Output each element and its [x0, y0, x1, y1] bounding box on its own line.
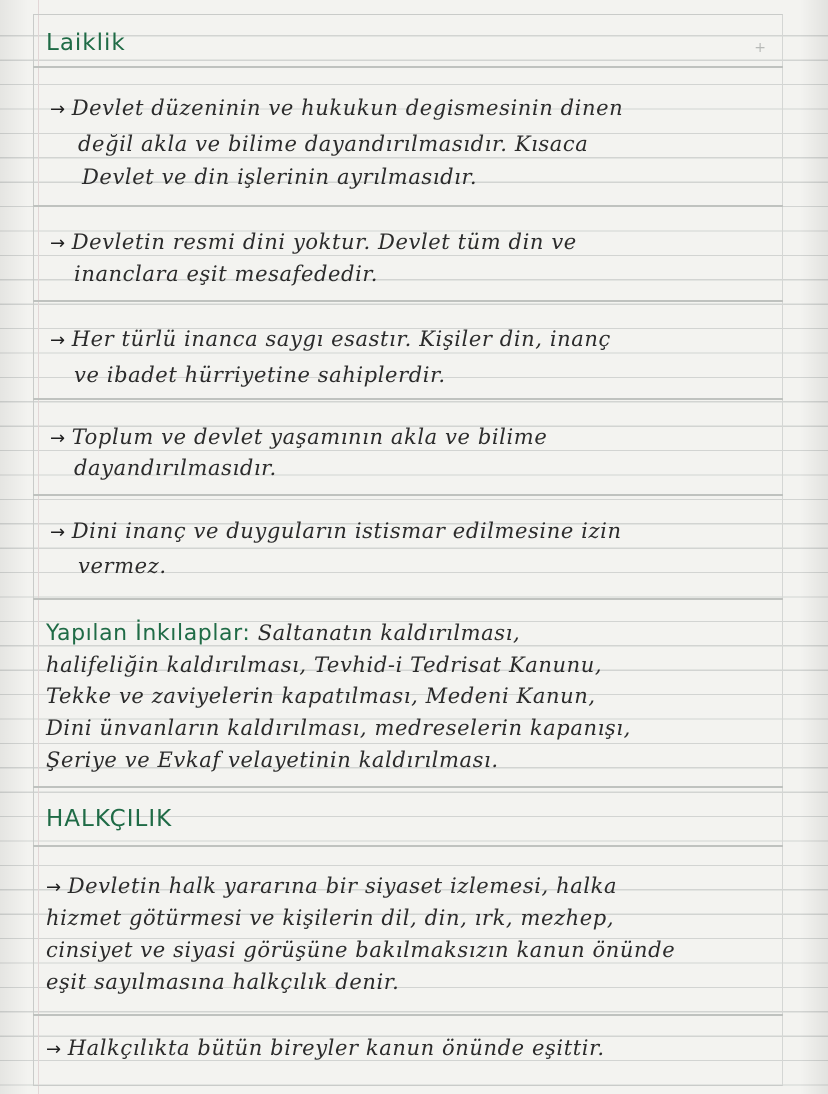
- bullet-line: Devlet ve din işlerinin ayrılmasıdır.: [82, 165, 478, 189]
- arrow-right-icon: →: [50, 522, 66, 543]
- section-divider: [33, 66, 783, 68]
- bullet-line: → Devlet düzeninin ve hukukun degismesinin dinen: [50, 95, 623, 123]
- section-divider: [33, 598, 783, 600]
- bullet-line: dayandırılmasıdır.: [74, 456, 277, 480]
- bullet-line: hizmet götürmesi ve kişilerin dil, din, ırk, mezhep,: [46, 906, 615, 930]
- bullet-line: → Halkçılıkta bütün bireyler kanun önünde eşittir.: [46, 1035, 605, 1063]
- inkilaplar-line: Yapılan İnkılaplar: Saltanatın kaldırılması,: [46, 621, 521, 646]
- bullet-line: → Her türlü inanca saygı esastır. Kişiler din, inanç: [50, 326, 611, 354]
- bullet-line: → Devletin halk yararına bir siyaset izlemesi, halka: [46, 873, 617, 901]
- arrow-right-icon: →: [46, 877, 62, 898]
- section-divider: [33, 205, 783, 207]
- bullet-line: → Devletin resmi dini yoktur. Devlet tüm din ve: [50, 229, 577, 257]
- bullet-line: → Toplum ve devlet yaşamının akla ve bilime: [50, 424, 547, 452]
- bullet-line: ve ibadet hürriyetine sahiplerdir.: [74, 363, 446, 387]
- bullet-line: cinsiyet ve siyasi görüşüne bakılmaksızın kanun önünde: [46, 938, 676, 962]
- inkilaplar-line: Dini ünvanların kaldırılması, medreselerin kapanışı,: [46, 716, 631, 740]
- arrow-right-icon: →: [50, 99, 66, 120]
- bullet-line: vermez.: [78, 554, 167, 578]
- arrow-right-icon: →: [50, 233, 66, 254]
- arrow-right-icon: →: [50, 428, 66, 449]
- arrow-right-icon: →: [50, 330, 66, 351]
- inkilaplar-line: Şeriye ve Evkaf velayetinin kaldırılması.: [46, 748, 499, 772]
- inkilaplar-line: halifeliğin kaldırılması, Tevhid-i Tedrisat Kanunu,: [46, 653, 603, 677]
- section-divider: [33, 398, 783, 400]
- inkilaplar-label: Yapılan İnkılaplar:: [46, 621, 251, 646]
- section-divider: [33, 494, 783, 496]
- bullet-line: inanclara eşit mesafededir.: [74, 262, 379, 286]
- inkilaplar-line: Tekke ve zaviyelerin kapatılması, Medeni Kanun,: [46, 684, 596, 708]
- page-mark: +: [754, 40, 766, 56]
- bullet-line: eşit sayılmasına halkçılık denir.: [46, 970, 400, 994]
- section-divider: [33, 786, 783, 788]
- section-divider: [33, 845, 783, 847]
- bullet-line: → Dini inanç ve duyguların istismar edilmesine izin: [50, 518, 622, 546]
- bullet-line: değil akla ve bilime dayandırılmasıdır. Kısaca: [78, 132, 589, 156]
- section-title-halkcilik: HALKÇILIK: [46, 806, 173, 832]
- section-title-laiklik: Laiklik: [46, 30, 126, 56]
- arrow-right-icon: →: [46, 1039, 62, 1060]
- section-divider: [33, 1014, 783, 1016]
- section-divider: [33, 300, 783, 302]
